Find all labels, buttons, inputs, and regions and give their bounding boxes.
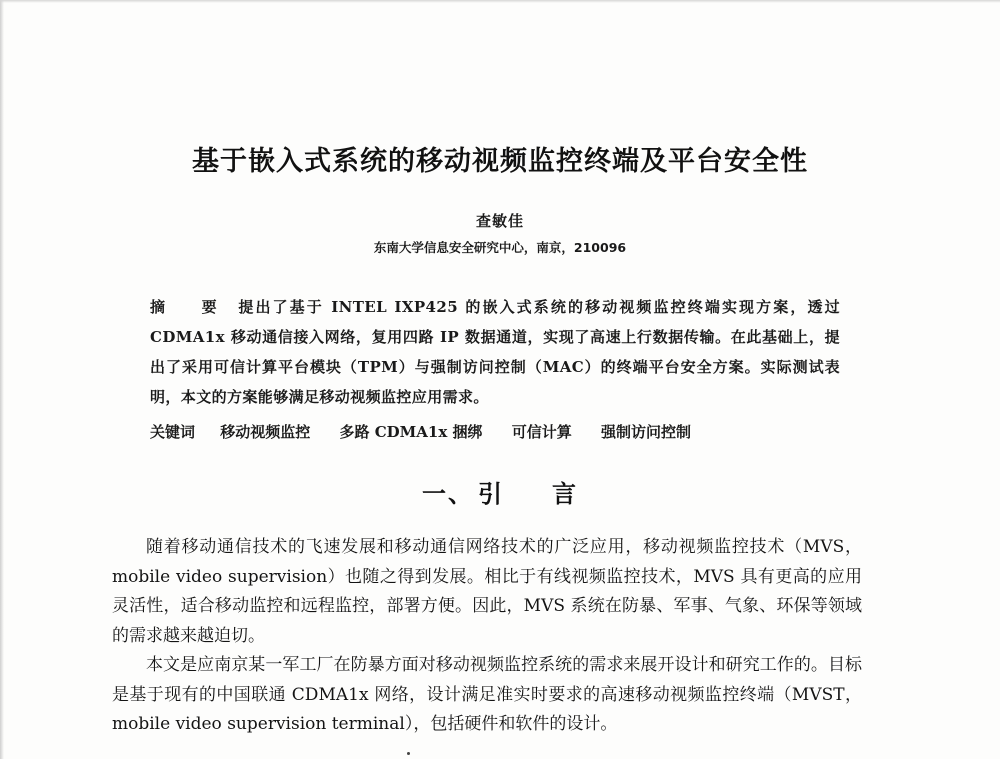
- abstract-label: 摘 要: [150, 298, 233, 316]
- author-name: 查敏佳: [475, 212, 524, 230]
- keyword-item: 可信计算: [511, 423, 572, 441]
- scan-edge-shadow-top: [0, 0, 1000, 3]
- body-paragraph: 随着移动通信技术的飞速发展和移动通信网络技术的广泛应用，移动视频监控技术（MVS，mobile video supervision）也随之得到发展。相比于有线视频监控技术，MVS 具有更高的应用灵活性，适合移动监控和远程监控，部署方便。因此，MVS 系统在防暴、军事、气象、环保等领域的需求越来越迫切。: [112, 537, 862, 646]
- keyword-item: 多路 CDMA1x 捆绑: [339, 423, 483, 441]
- body-paragraph: 本文是应南京某一军工厂在防暴方面对移动视频监控系统的需求来展开设计和研究工作的。目标是基于现有的中国联通 CDMA1x 网络，设计满足准实时要求的高速移动视频监控终端（MVST，mobile video supervision terminal），包括硬件和软件的设计。: [112, 655, 862, 734]
- scan-speck: [407, 752, 410, 755]
- keyword-item: 强制访问控制: [601, 423, 692, 441]
- keywords-block: [150, 418, 850, 446]
- abstract-block: [150, 292, 840, 412]
- keywords-label: 关键词: [150, 423, 196, 441]
- scan-edge-shadow: [0, 0, 4, 759]
- section-title-part2: 言: [552, 480, 578, 508]
- section-number: 一、: [422, 480, 474, 508]
- section-title-part1: 引: [478, 480, 504, 508]
- keyword-item: 移动视频监控: [220, 423, 311, 441]
- section-heading: [0, 474, 1000, 509]
- paper-title: 基于嵌入式系统的移动视频监控终端及平台安全性: [192, 146, 808, 177]
- author-affiliation: 东南大学信息安全研究中心，南京，210096: [373, 240, 627, 255]
- abstract-text: 提出了基于 INTEL IXP425 的嵌入式系统的移动视频监控终端实现方案，透过 CDMA1x 移动通信接入网络，复用四路 IP 数据通道，实现了高速上行数据传输。在此基础上，提出了采用可信计算平台模块（TPM）与强制访问控制（MAC）的终端平台安全方案。实际测试表明，本文的方案能够满足移动视频监控应用需求。: [150, 298, 840, 406]
- body-text: [112, 533, 862, 740]
